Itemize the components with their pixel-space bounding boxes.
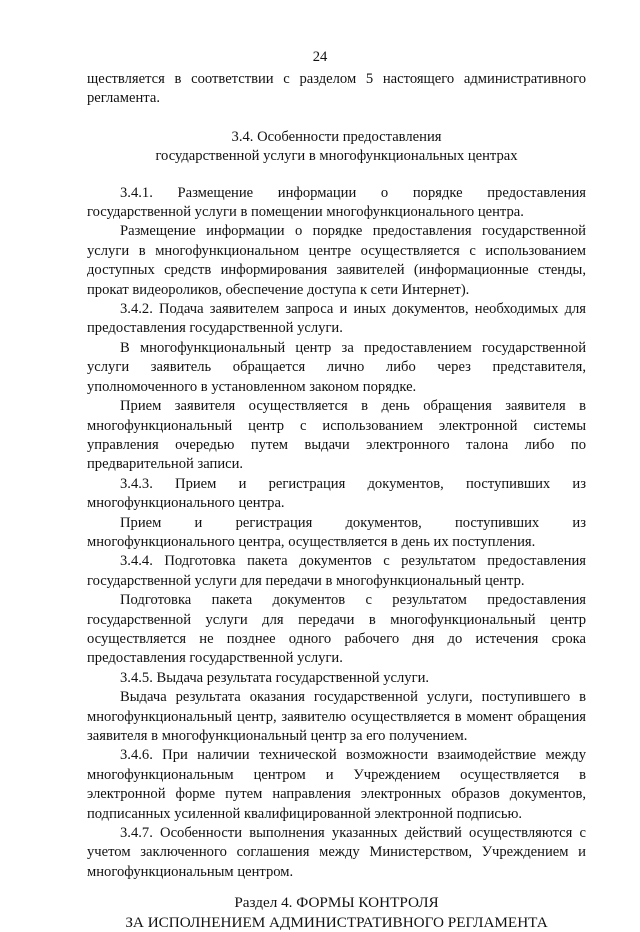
section-heading-line: государственной услуги в многофункциональных центрах [155, 148, 518, 165]
paragraph: Выдача результата оказания государственной услуги, поступившего в многофункциональный центр, заявителю осуществляется в момент обращения заявителя в многофункциональный центр за его получением. [87, 689, 586, 744]
paragraph: Прием и регистрация документов, поступивших из многофункционального центра, осуществляется в день их поступления. [87, 514, 586, 550]
paragraph: 3.4.2. Подача заявителем запроса и иных документов, необходимых для предоставления государственной услуги. [87, 301, 586, 337]
continued-paragraph: ществляется в соответствии с разделом 5 настоящего административного регламента. [87, 71, 586, 107]
paragraph: 3.4.6. При наличии технической возможности взаимодействие между многофункциональным центром и Учреждением осуществляется в электронной форме путем направления электронных образов документов, подписанных усиленной квалифицированной электронной подписью. [87, 747, 586, 822]
paragraph: В многофункциональный центр за предоставлением государственной услуги заявитель обращается лично либо через представителя, уполномоченного в установленном законом порядке. [87, 339, 586, 395]
section-heading-3-4 [87, 128, 586, 167]
paragraph: 3.4.3. Прием и регистрация документов, поступивших из многофункционального центра. [87, 475, 586, 512]
paragraph: 3.4.5. Выдача результата государственной услуги. [120, 669, 430, 686]
page-number: 24 [312, 49, 328, 65]
paragraph: Прием заявителя осуществляется в день обращения заявителя в многофункциональный центр с использованием электронной системы управления очередью путем выдачи электронного талона либо по предварительной записи. [87, 398, 586, 473]
paragraph: 3.4.7. Особенности выполнения указанных действий осуществляются с учетом заключенного соглашения между Министерством, Учреждением и многофункциональным центром. [87, 825, 586, 880]
document-body [87, 70, 586, 932]
section-heading-4 [87, 893, 586, 932]
paragraph: 3.4.1. Размещение информации о порядке предоставления государственной услуги в помещении многофункционального центра. [87, 184, 586, 221]
section-heading-line: ЗА ИСПОЛНЕНИЕМ АДМИНИСТРАТИВНОГО РЕГЛАМЕНТА [125, 913, 548, 931]
paragraph: 3.4.4. Подготовка пакета документов с результатом предоставления государственной услуги для передачи в многофункциональный центр. [87, 553, 586, 589]
paragraph: Размещение информации о порядке предоставления государственной услуги в многофункциональном центре осуществляется с использованием доступных средств информирования заявителей (информационные стенды, прокат видеороликов, обеспечение доступа к сети Интернет). [87, 223, 586, 298]
section-heading-line: Раздел 4. ФОРМЫ КОНТРОЛЯ [234, 894, 439, 912]
section-heading-line: 3.4. Особенности предоставления [231, 128, 442, 145]
paragraph: Подготовка пакета документов с результатом предоставления государственной услуги для передачи в многофункциональный центр осуществляется не позднее одного рабочего дня до истечения срока предоставления государственной услуги. [87, 592, 586, 667]
section-3-4-content [87, 184, 586, 883]
